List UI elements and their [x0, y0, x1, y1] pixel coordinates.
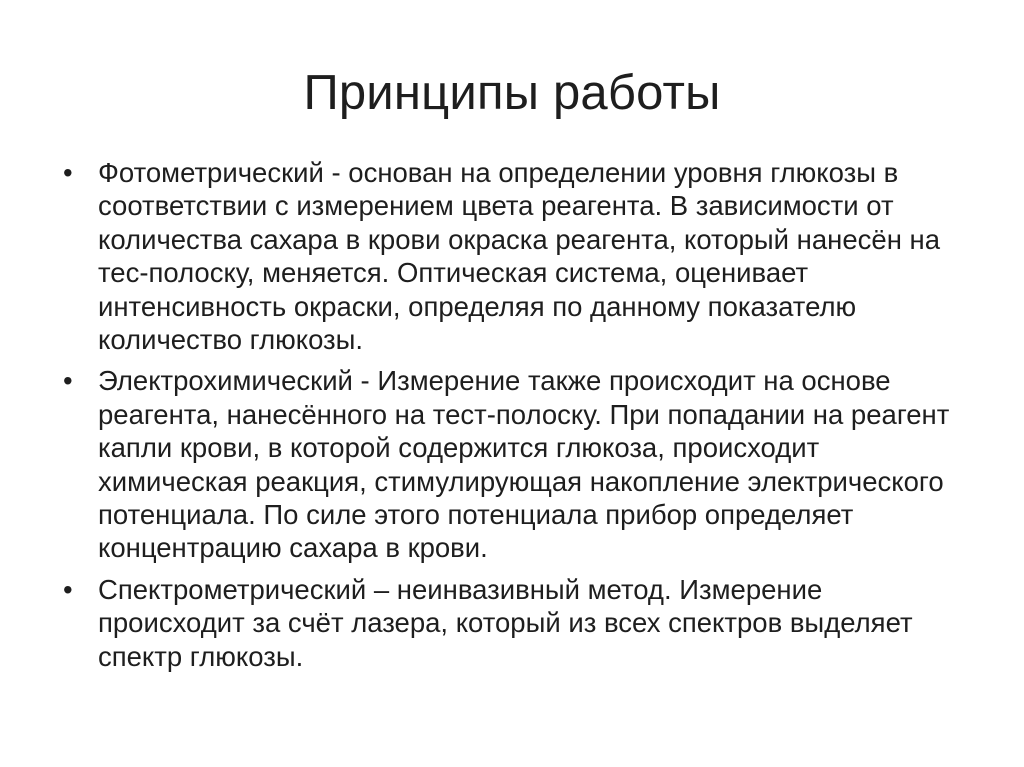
bullet-item-photometric	[60, 156, 970, 356]
bullet-dot-icon: •	[63, 157, 73, 188]
bullet-text: Спектрометрический – неинвазивный метод. Измерение происходит за счёт лазера, который из всех спектров выделяет спектр глюкозы.	[98, 573, 913, 672]
bullet-item-spectrometric	[60, 573, 970, 673]
bullet-list	[60, 156, 970, 681]
bullet-item-electrochemical	[60, 364, 970, 564]
bullet-text: Фотометрический - основан на определении уровня глюкозы в соответствии с измерением цвета реагента. В зависимости от количества сахара в крови окраска реагента, который нанесён на тес-полоску, меняется. Оптическая система, оценивает интенсивность окраски, определяя по данному показателю количество глюкозы.	[98, 157, 940, 356]
bullet-dot-icon: •	[63, 573, 73, 605]
bullet-dot-icon: •	[63, 365, 73, 397]
slide-title: Принципы работы	[303, 66, 721, 120]
bullet-text: Электрохимический - Измерение также происходит на основе реагента, нанесённого на тест-полоску. При попадании на реагент капли крови, в которой содержится глюкоза, происходит химическая реакция, стимулирующая накопление электрического потенциала. По силе этого потенциала прибор определяет концентрацию сахара в крови.	[98, 365, 950, 564]
